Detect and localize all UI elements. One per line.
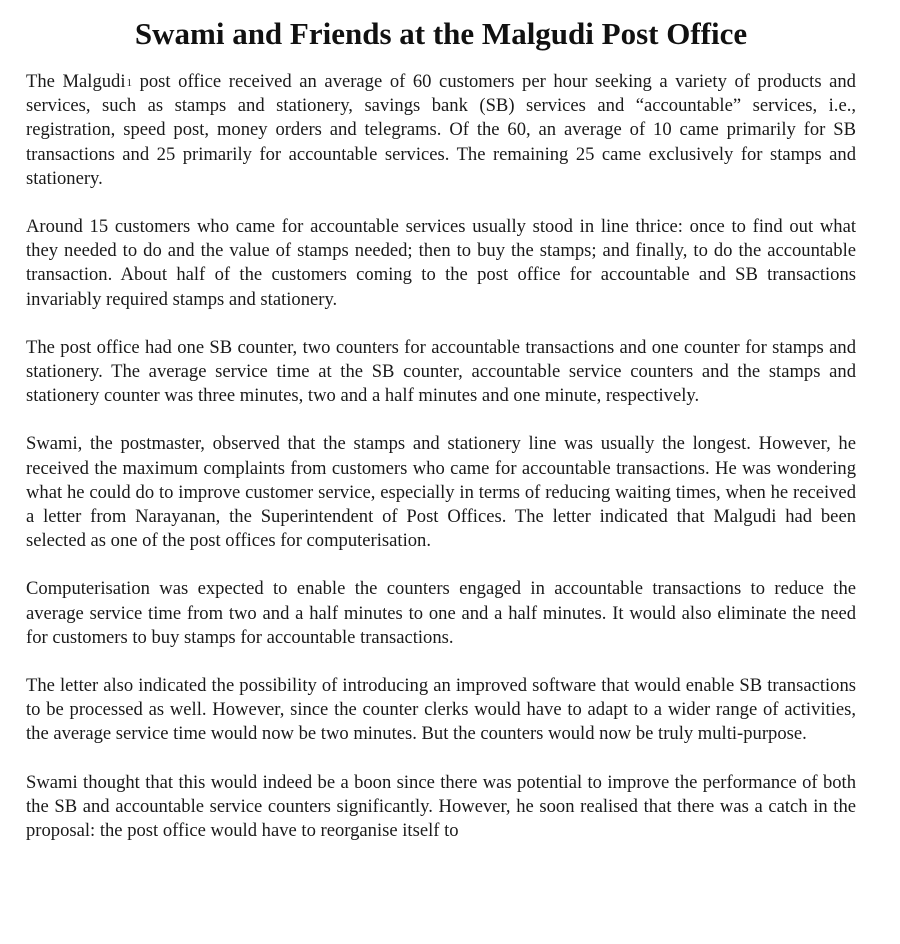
paragraph-5: Computerisation was expected to enable the counters engaged in accountable transactions to reduce the average service time from two and a half minutes to one and a half minutes. It would also eliminate the need for customers to buy stamps for accountable transactions. [26,578,856,648]
paragraph-1-text: post office received an average of 60 customers per hour seeking a variety of products and services, such as stamps and stationery, savings bank (SB) services and “accountable” services, i.e., registration, speed post, money orders and telegrams. Of the 60, an average of 10 came primarily for SB transactions and 25 primarily for accountable services. The remaining 25 came exclusively for stamps and stationery. [26,71,856,189]
paragraph-2: Around 15 customers who came for accountable services usually stood in line thrice: once to find out what they needed to do and the value of stamps needed; then to buy the stamps; and finally, to do the accountable transaction. About half of the customers coming to the post office for accountable and SB transactions invariably required stamps and stationery. [26,216,856,310]
paragraph-1 [26,70,856,191]
paragraph-7: Swami thought that this would indeed be a boon since there was potential to improve the performance of both the SB and accountable service counters significantly. However, he soon realised that there was a catch in the proposal: the post office would have to reorganise itself to [26,771,856,842]
document-page [26,0,856,843]
paragraph-6: The letter also indicated the possibility of introducing an improved software that would enable SB transactions to be processed as well. However, since the counter clerks would have to adapt to a wider range of activities, the average service time would now be two minutes. But the counters would now be truly multi-purpose. [26,675,856,745]
paragraph-4: Swami, the postmaster, observed that the stamps and stationery line was usually the longest. However, he received the maximum complaints from customers who came for accountable transactions. He was wondering what he could do to improve customer service, especially in terms of reducing waiting times, when he received a letter from Narayanan, the Superintendent of Post Offices. The letter indicated that Malgudi had been selected as one of the post offices for computerisation. [26,433,856,552]
document-title: Swami and Friends at the Malgudi Post Office [134,16,748,51]
paragraph-3: The post office had one SB counter, two counters for accountable transactions and one counter for stamps and stationery. The average service time at the SB counter, accountable service counters and the stamps and stationery counter was three minutes, two and a half minutes and one minute, respectively. [26,336,856,407]
paragraph-1-lead: The Malgudi [26,71,126,92]
footnote-marker[interactable]: 1 [126,77,132,89]
